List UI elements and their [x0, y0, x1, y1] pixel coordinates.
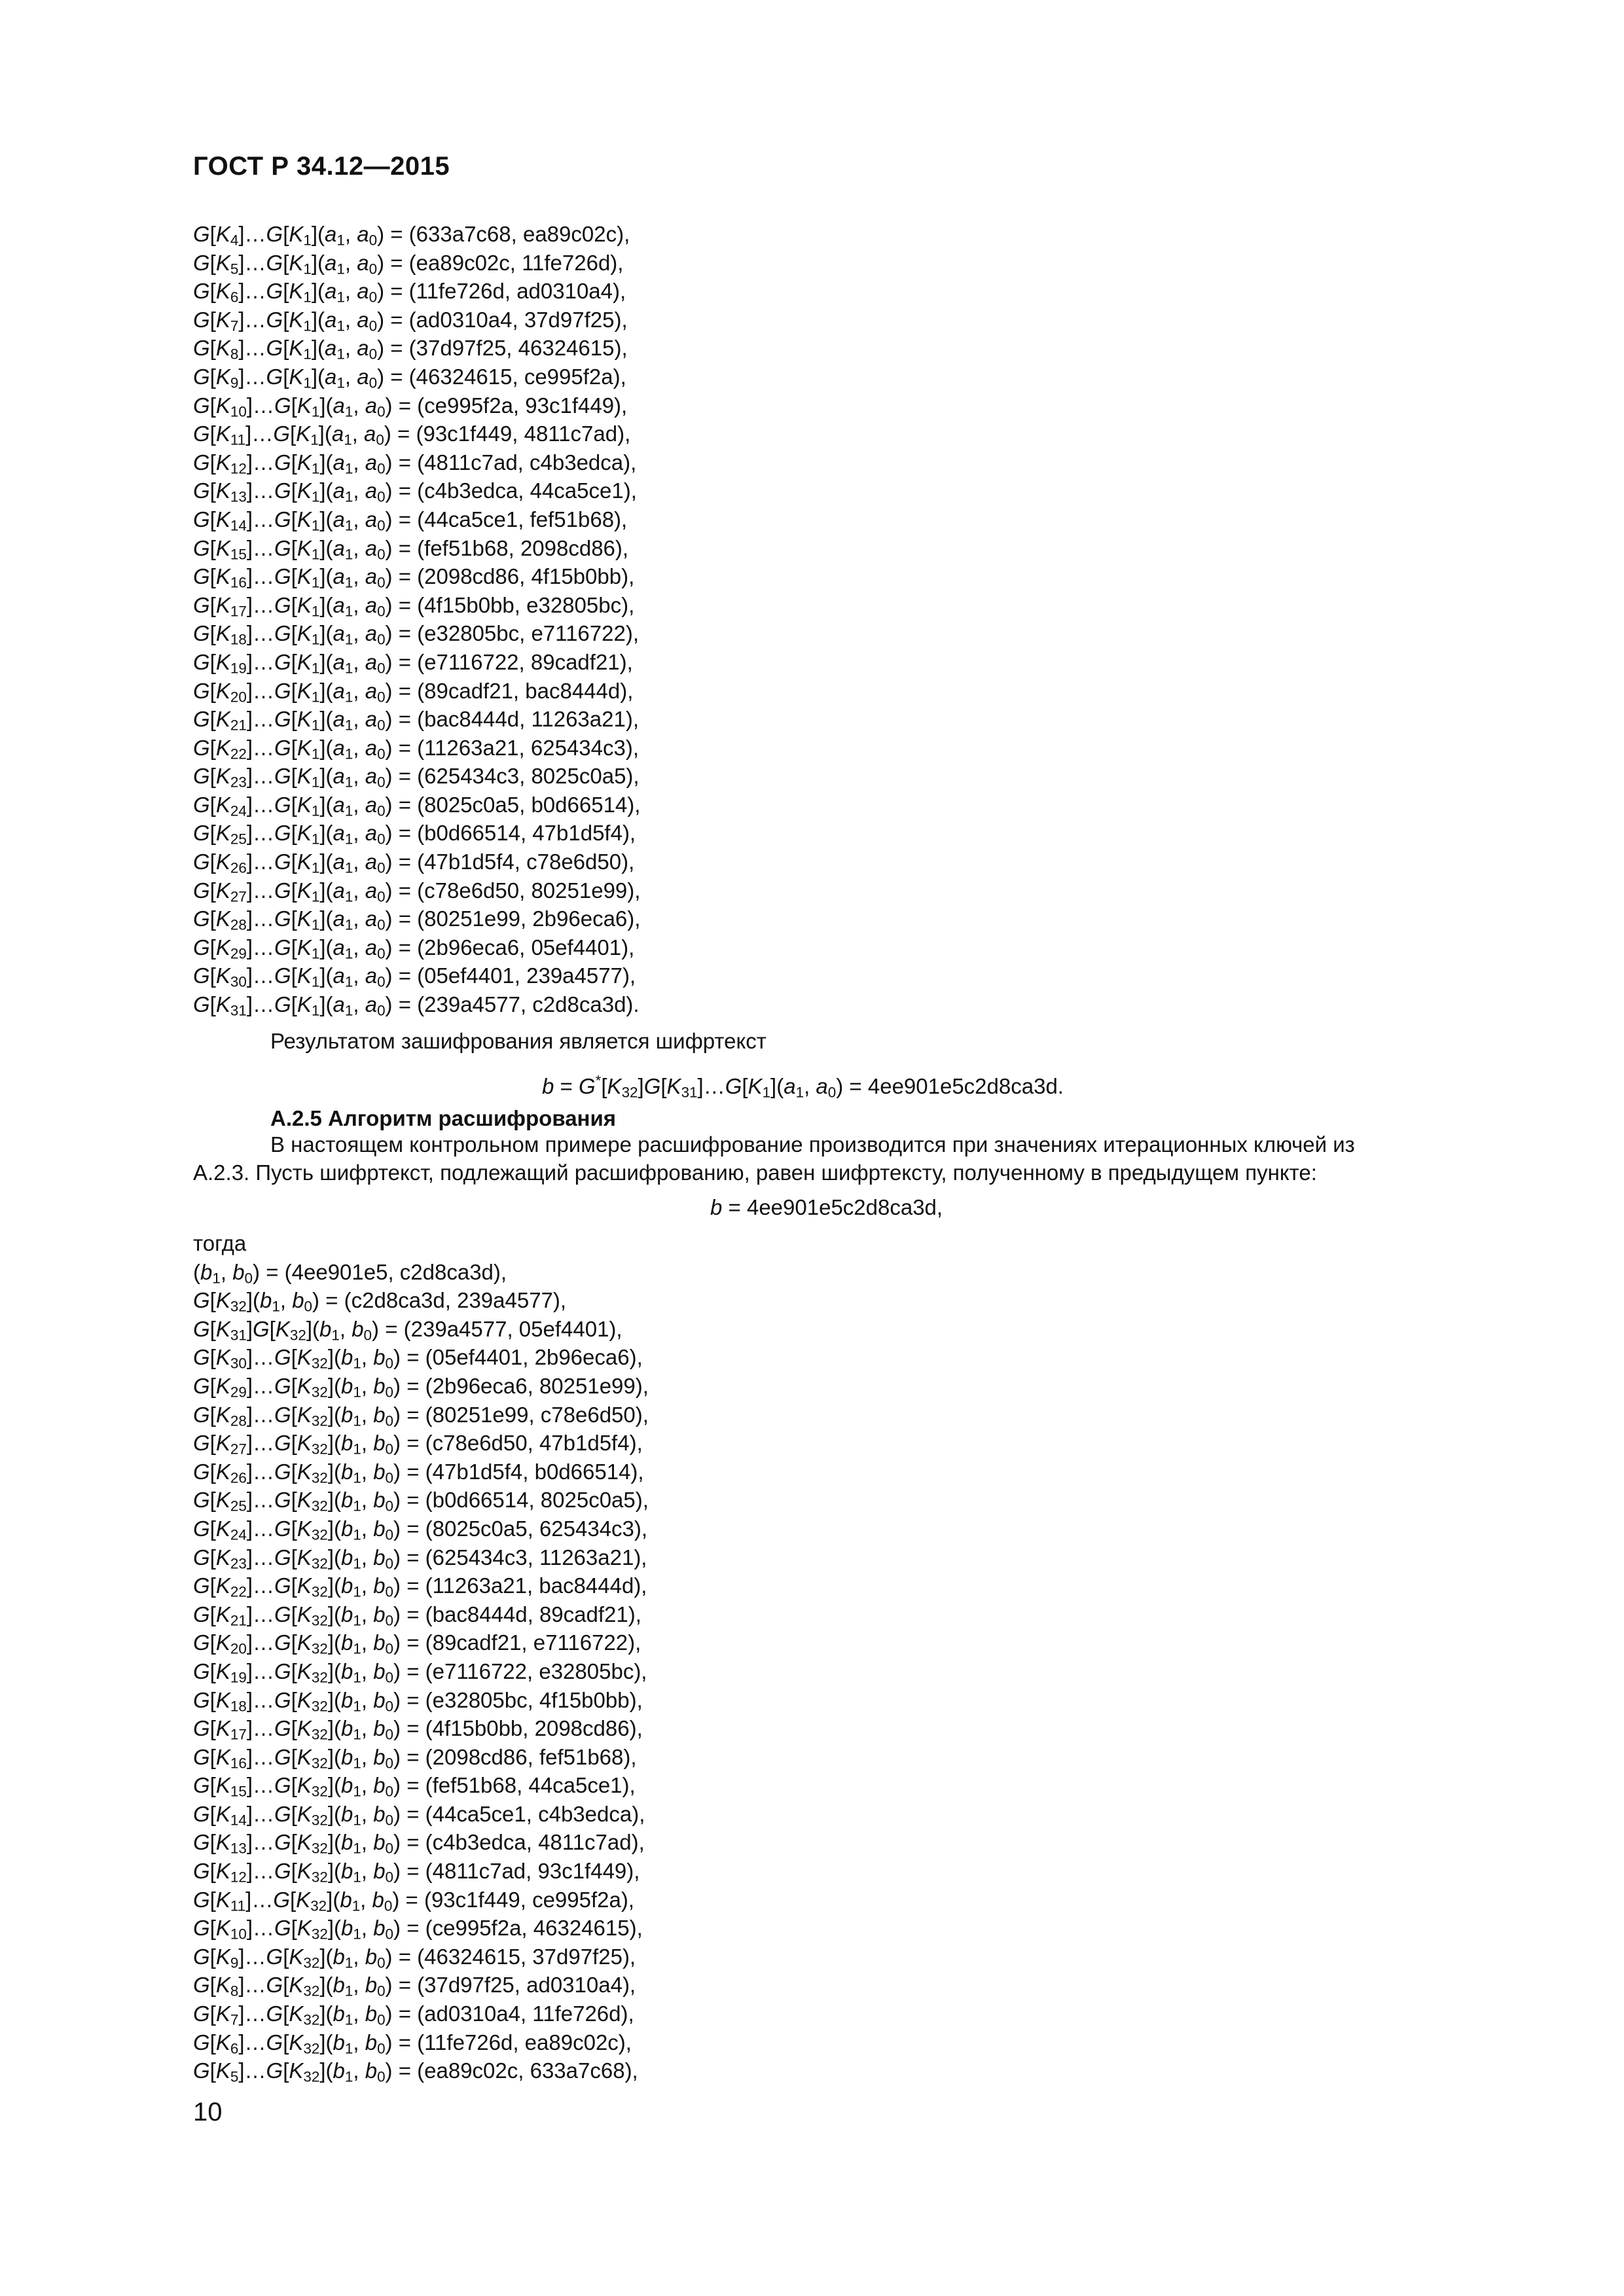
- decryption-row: $G[K_9]\dots G[K_{32}](b_1$, $b_0) = (46324615$, 37d97f25),: [193, 1944, 636, 1971]
- encryption-row: $G[K_{21}]\dots G[K_1](a_1$, $a_0) = (bac8444d$, 11263a21),: [193, 707, 639, 734]
- encryption-row: $G[K_7]\dots G[K_1](a_1$, $a_0) = (ad0310a4$, 37d97f25),: [193, 307, 628, 334]
- decryption-row: $G[K_{14}]\dots G[K_{32}](b_1$, $b_0) = (44ca5ce1$, c4b3edca),: [193, 1801, 645, 1829]
- decryption-row: $G[K_{23}]\dots G[K_{32}](b_1$, $b_0) = (625434c3$, 11263a21),: [193, 1545, 647, 1572]
- decryption-row: $G[K_{15}]\dots G[K_{32}](b_1$, $b_0) = (fef51b68$, 44ca5ce1),: [193, 1773, 636, 1800]
- encryption-row: $G[K_{22}]\dots G[K_1](a_1$, $a_0) = (11263a21$, 625434c3),: [193, 735, 639, 762]
- encryption-row: $G[K_4]\dots G[K_1](a_1$, $a_0) = (633a7c68$, ea89c02c),: [193, 222, 630, 249]
- section-paragraph-line1: В настоящем контрольном примере расшифрование производится при значениях итерационных ключей из: [270, 1132, 1355, 1157]
- section-paragraph-line2: А.2.3. Пусть шифртекст, подлежащий расшифрованию, равен шифртексту, полученному в предыдущем пункте:: [193, 1160, 1317, 1185]
- togda-label: тогда: [193, 1231, 247, 1255]
- decryption-row: $G[K_{21}]\dots G[K_{32}](b_1$, $b_0) = (bac8444d$, 89cadf21),: [193, 1602, 641, 1629]
- encryption-row: $G[K_{31}]\dots G[K_1](a_1$, $a_0) = (239a4577$, c2d8ca3d).: [193, 992, 640, 1019]
- encryption-row: $G[K_{26}]\dots G[K_1](a_1$, $a_0) = (47b1d5f4$, c78e6d50),: [193, 850, 635, 876]
- page-number: 10: [193, 2098, 223, 2126]
- decryption-row: $G[K_8]\dots G[K_{32}](b_1$, $b_0) = (37d97f25$, ad0310a4),: [193, 1973, 636, 2000]
- decryption-row: $G[K_{26}]\dots G[K_{32}](b_1$, $b_0) = (47b1d5f4$, b0d66514),: [193, 1459, 644, 1486]
- encryption-row: $G[K_5]\dots G[K_1](a_1$, $a_0) = (ea89c02c$, 11fe726d),: [193, 250, 624, 278]
- encryption-row: $G[K_{27}]\dots G[K_1](a_1$, $a_0) = (c78e6d50$, 80251e99),: [193, 878, 641, 905]
- encryption-row: $G[K_9]\dots G[K_1](a_1$, $a_0) = (46324615$, ce995f2a),: [193, 364, 626, 391]
- ciphertext-value: = 4ee901e5c2d8ca3d,: [728, 1195, 943, 1219]
- encryption-result-value: = 4ee901e5c2d8ca3d.: [849, 1074, 1064, 1098]
- decryption-row: $G[K_{25}]\dots G[K_{32}](b_1$, $b_0) = (b0d66514$, 8025c0a5),: [193, 1488, 649, 1515]
- encryption-row: $G[K_{16}]\dots G[K_1](a_1$, $a_0) = (2098cd86$, 4f15b0bb),: [193, 564, 635, 591]
- encryption-row: $G[K_{29}]\dots G[K_1](a_1$, $a_0) = (2b96eca6$, 05ef4401),: [193, 935, 635, 962]
- decryption-row: $G[K_{19}]\dots G[K_{32}](b_1$, $b_0) = (e7116722$, e32805bc),: [193, 1659, 647, 1686]
- section-title: А.2.5 Алгоритм расшифрования: [270, 1106, 617, 1130]
- decryption-row: $G[K_5]\dots G[K_{32}](b_1$, $b_0) = (ea89c02c$, 633a7c68),: [193, 2058, 638, 2085]
- document-code-header: ГОСТ Р 34.12—2015: [193, 152, 450, 181]
- encryption-row: $G[K_{12}]\dots G[K_1](a_1$, $a_0) = (4811c7ad$, c4b3edca),: [193, 450, 637, 477]
- decryption-row-split: ($b_1$, $b_0) = (4ee901e5$, c2d8ca3d),: [193, 1259, 507, 1287]
- decryption-row: $G[K_{28}]\dots G[K_{32}](b_1$, $b_0) = (80251e99$, c78e6d50),: [193, 1402, 649, 1429]
- encryption-row: $G[K_{30}]\dots G[K_1](a_1$, $a_0) = (05ef4401$, 239a4577),: [193, 963, 636, 991]
- encryption-row: $G[K_8]\dots G[K_1](a_1$, $a_0) = (37d97f25$, 46324615),: [193, 336, 628, 363]
- decryption-row: $G[K_6]\dots G[K_{32}](b_1$, $b_0) = (11fe726d$, ea89c02c),: [193, 2030, 632, 2057]
- decryption-row: $G[K_{17}]\dots G[K_{32}](b_1$, $b_0) = (4f15b0bb$, 2098cd86),: [193, 1716, 643, 1743]
- encryption-result-formula: $b = G^*[K_{32}]G[K_{31}]\dots G[K_1](a_1$, $a_0) = 4ee901e5c2d8ca3d$.: [542, 1072, 1064, 1101]
- encryption-rows: [193, 220, 640, 1019]
- decryption-row: $G[K_7]\dots G[K_{32}](b_1$, $b_0) = (ad0310a4$, 11fe726d),: [193, 2001, 634, 2028]
- encryption-row: $G[K_{25}]\dots G[K_1](a_1$, $a_0) = (b0d66514$, 47b1d5f4),: [193, 821, 636, 848]
- encryption-row: $G[K_{23}]\dots G[K_1](a_1$, $a_0) = (625434c3$, 8025c0a5),: [193, 764, 640, 791]
- encryption-row: $G[K_{13}]\dots G[K_1](a_1$, $a_0$) = (c4b3edca, 44ca5ce1),: [193, 478, 637, 505]
- decryption-row: $G[K_{27}]\dots G[K_{32}](b_1$, $b_0) = (c78e6d50$, 47b1d5f4),: [193, 1431, 643, 1458]
- encryption-row: $G[K_{11}]\dots G[K_1](a_1$, $a_0) = (93c1f449$, 4811c7ad),: [193, 422, 631, 448]
- decryption-row: $G[K_{10}]\dots G[K_{32}](b_1$, $b_0) = (ce995f2a$, 46324615),: [193, 1916, 643, 1943]
- encryption-row: $G[K_{18}]\dots G[K_1](a_1$, $a_0) = (e32805bc$, e7116722),: [193, 621, 639, 648]
- decryption-row: $G[K_{11}]\dots G[K_{32}](b_1$, $b_0) = (93c1f449$, ce995f2a),: [193, 1887, 635, 1914]
- decryption-rows: [193, 1229, 649, 2085]
- encryption-result-text: Результатом зашифрования является шифртекст: [270, 1029, 767, 1053]
- decryption-row: $G[K_{20}]\dots G[K_{32}](b_1$, $b_0$) = (89cadf21, e7116722),: [193, 1630, 641, 1657]
- encryption-row: $G[K_{19}]\dots G[K_1](a_1$, $a_0) = (e7116722$, 89cadf21),: [193, 649, 633, 677]
- decryption-row: $G[K_{18}]\dots G[K_{32}](b_1$, $b_0) = (e32805bc$, 4f15b0bb),: [193, 1687, 643, 1715]
- decryption-row-g31g32: $G[K_{31}]G[K_{32}](b_1$, $b_0) = (239a4577$, 05ef4401),: [193, 1316, 623, 1344]
- decryption-row-g32: $G[K_{32}](b_1$, $b_0) = (c2d8ca3d$, 239a4577),: [193, 1288, 567, 1315]
- encryption-row: $G[K_{20}]\dots G[K_1](a_1$, $a_0$) = (89cadf21, bac8444d),: [193, 678, 634, 706]
- encryption-row: $G[K_{10}]\dots G[K_1](a_1$, $a_0) = (ce995f2a$, 93c1f449),: [193, 393, 628, 420]
- decryption-row: $G[K_{24}]\dots G[K_{32}](b_1$, $b_0) = (8025c0a5$, 625434c3),: [193, 1516, 648, 1543]
- decryption-row: $G[K_{13}]\dots G[K_{32}](b_1$, $b_0$) = (c4b3edca, 4811c7ad),: [193, 1830, 645, 1857]
- decryption-row: $G[K_{16}]\dots G[K_{32}](b_1$, $b_0) = (2098cd86$, fef51b68),: [193, 1744, 637, 1772]
- decryption-row: $G[K_{12}]\dots G[K_{32}](b_1$, $b_0) = (4811c7ad$, 93c1f449),: [193, 1859, 640, 1886]
- encryption-row: $G[K_{14}]\dots G[K_1](a_1$, $a_0) = (44ca5ce1$, fef51b68),: [193, 507, 628, 534]
- encryption-row: $G[K_6]\dots G[K_1](a_1$, $a_0) = (11fe726d$, ad0310a4),: [193, 279, 626, 306]
- decryption-row: $G[K_{29}]\dots G[K_{32}](b_1$, $b_0) = (2b96eca6$, 80251e99),: [193, 1373, 649, 1401]
- encryption-row: $G[K_{28}]\dots G[K_1](a_1$, $a_0) = (80251e99$, 2b96eca6),: [193, 906, 641, 933]
- decryption-row: $G[K_{22}]\dots G[K_{32}](b_1$, $b_0) = (11263a21$, bac8444d),: [193, 1573, 647, 1600]
- decryption-row: $G[K_{30}]\dots G[K_{32}](b_1$, $b_0) = (05ef4401$, 2b96eca6),: [193, 1345, 643, 1372]
- encryption-row: $G[K_{24}]\dots G[K_1](a_1$, $a_0) = (8025c0a5$, b0d66514),: [193, 792, 641, 819]
- encryption-row: $G[K_{15}]\dots G[K_1](a_1$, $a_0) = (fef51b68$, 2098cd86),: [193, 535, 629, 563]
- encryption-row: $G[K_{17}]\dots G[K_1](a_1$, $a_0) = (4f15b0bb$, e32805bc),: [193, 592, 635, 620]
- ciphertext-formula: b = 4ee901e5c2d8ca3d,: [710, 1195, 943, 1219]
